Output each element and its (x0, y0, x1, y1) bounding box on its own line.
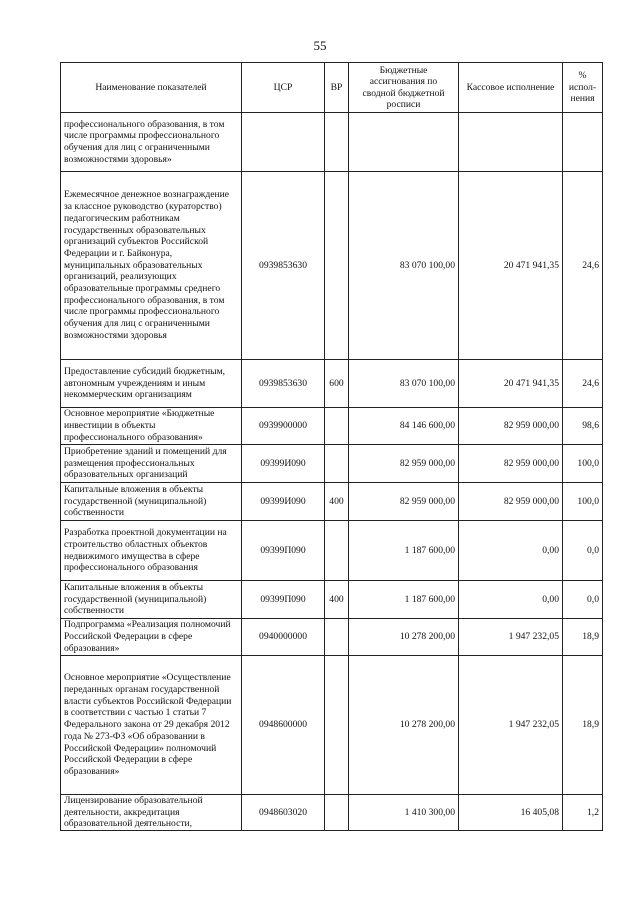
row-assignments: 10 278 200,00 (349, 619, 459, 656)
table-header-row (61, 63, 603, 113)
row-assignments: 82 959 000,00 (349, 483, 459, 521)
row-csr: 0948603020 (242, 795, 325, 831)
row-vr (325, 619, 349, 656)
row-cash-execution: 82 959 000,00 (459, 483, 563, 521)
row-vr (325, 795, 349, 831)
row-csr (242, 113, 325, 172)
row-assignments: 1 410 300,00 (349, 795, 459, 831)
table-row (61, 521, 603, 581)
table-row (61, 113, 603, 172)
table-row (61, 483, 603, 521)
row-csr: 0939900000 (242, 408, 325, 445)
table-row (61, 172, 603, 360)
row-assignments: 1 187 600,00 (349, 581, 459, 619)
table-row (61, 408, 603, 445)
row-vr (325, 172, 349, 360)
row-name: Основное мероприятие «Осуществление переданных органам государственной власти субъектов Российской Федерации в соответствии с частью 1 статьи 7 Федерального закона от 29 декабря 2012 года № 273-ФЗ «Об образовании в Российской Федерации» полномочий Российской Федерации в сфере образования» (61, 656, 242, 795)
row-name: Капитальные вложения в объекты государственной (муниципальной) собственности (61, 483, 242, 521)
row-cash-execution: 1 947 232,05 (459, 656, 563, 795)
row-vr: 400 (325, 581, 349, 619)
row-execution-percent: 100,0 (563, 445, 603, 483)
row-execution-percent: 100,0 (563, 483, 603, 521)
row-csr: 0939853630 (242, 360, 325, 408)
row-cash-execution: 82 959 000,00 (459, 408, 563, 445)
row-name: Приобретение зданий и помещений для размещения профессиональных образовательных организаций (61, 445, 242, 483)
row-vr: 400 (325, 483, 349, 521)
row-cash-execution: 16 405,08 (459, 795, 563, 831)
row-vr (325, 656, 349, 795)
row-vr (325, 445, 349, 483)
row-execution-percent: 18,9 (563, 656, 603, 795)
row-csr: 0939853630 (242, 172, 325, 360)
budget-execution-table (60, 62, 603, 831)
page-number: 55 (313, 38, 327, 53)
row-name: Основное мероприятие «Бюджетные инвестиции в объекты профессионального образования» (61, 408, 242, 445)
row-assignments: 82 959 000,00 (349, 445, 459, 483)
row-assignments: 83 070 100,00 (349, 360, 459, 408)
row-execution-percent (563, 113, 603, 172)
row-csr: 0948600000 (242, 656, 325, 795)
row-cash-execution (459, 113, 563, 172)
row-assignments (349, 113, 459, 172)
row-name: Капитальные вложения в объекты государственной (муниципальной) собственности (61, 581, 242, 619)
row-execution-percent: 98,6 (563, 408, 603, 445)
row-vr (325, 521, 349, 581)
row-cash-execution: 0,00 (459, 581, 563, 619)
table-row (61, 656, 603, 795)
row-name: Ежемесячное денежное вознаграждение за классное руководство (кураторство) педагогическим работникам государственных образовательных организаций субъектов Российской Федерации и г. Байконура, муниципальных образовательных организаций, реализующих образовательные программы среднего профессионального образования, в том числе программы профессионального обучения для лиц с ограниченными возможностями здоровья (61, 172, 242, 360)
row-name: Лицензирование образовательной деятельности, аккредитация образовательной деятельности, (61, 795, 242, 831)
row-execution-percent: 24,6 (563, 172, 603, 360)
row-csr: 09399П090 (242, 521, 325, 581)
column-header-vr: ВР (325, 63, 349, 113)
table-row (61, 360, 603, 408)
column-header-assignments: Бюджетные ассигнования по сводной бюджетной росписи (349, 63, 459, 113)
column-header-csr: ЦСР (242, 63, 325, 113)
row-execution-percent: 0,0 (563, 581, 603, 619)
table-row (61, 445, 603, 483)
row-execution-percent: 1,2 (563, 795, 603, 831)
row-name: профессионального образования, в том числе программы профессионального обучения для лиц с ограниченными возможностями здоровья» (61, 113, 242, 172)
row-assignments: 83 070 100,00 (349, 172, 459, 360)
row-assignments: 1 187 600,00 (349, 521, 459, 581)
row-csr: 09399П090 (242, 581, 325, 619)
row-name: Подпрограмма «Реализация полномочий Российской Федерации в сфере образования» (61, 619, 242, 656)
row-execution-percent: 18,9 (563, 619, 603, 656)
row-cash-execution: 20 471 941,35 (459, 172, 563, 360)
row-vr: 600 (325, 360, 349, 408)
row-cash-execution: 82 959 000,00 (459, 445, 563, 483)
row-assignments: 10 278 200,00 (349, 656, 459, 795)
row-execution-percent: 0,0 (563, 521, 603, 581)
row-csr: 09399И090 (242, 445, 325, 483)
table-row (61, 581, 603, 619)
table-row (61, 795, 603, 831)
row-cash-execution: 1 947 232,05 (459, 619, 563, 656)
row-cash-execution: 0,00 (459, 521, 563, 581)
row-assignments: 84 146 600,00 (349, 408, 459, 445)
column-header-name: Наименование показателей (61, 63, 242, 113)
row-execution-percent: 24,6 (563, 360, 603, 408)
row-csr: 0940000000 (242, 619, 325, 656)
row-name: Предоставление субсидий бюджетным, автономным учреждениям и иным некоммерческим организациям (61, 360, 242, 408)
table-row (61, 619, 603, 656)
column-header-execution-percent: % испол-нения (563, 63, 603, 113)
row-vr (325, 408, 349, 445)
row-vr (325, 113, 349, 172)
row-name: Разработка проектной документации на строительство областных объектов недвижимого имущества в сфере профессионального образования (61, 521, 242, 581)
row-csr: 09399И090 (242, 483, 325, 521)
row-cash-execution: 20 471 941,35 (459, 360, 563, 408)
column-header-cash-execution: Кассовое исполнение (459, 63, 563, 113)
